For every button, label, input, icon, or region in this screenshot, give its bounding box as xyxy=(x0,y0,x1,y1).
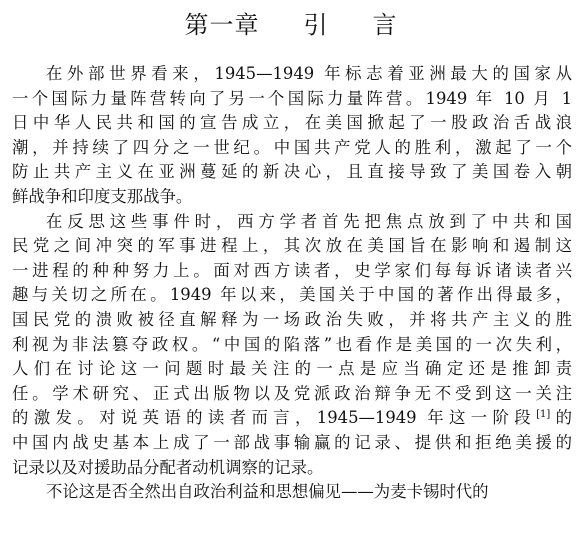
paragraph-2-line-6: 利视为非法篡夺政权。“中国的陷落”也看作是美国的一次失利， xyxy=(12,334,572,354)
chapter-body xyxy=(12,62,572,505)
paragraph-2-line-10: 中国内战史基本上成了一部战事输赢的记录、提供和拒绝美援的 xyxy=(12,432,572,452)
paragraph-1-line-6: 鲜战争和印度支那战争。 xyxy=(12,186,193,206)
paragraph-2-line-3: 一进程的种种努力上。面对西方读者，史学家们每每诉诸读者兴 xyxy=(12,260,572,280)
paragraph-1-line-1: 在外部世界看来，1945—1949 年标志着亚洲最大的国家从 xyxy=(46,64,572,83)
chapter-heading xyxy=(0,4,582,40)
paragraph-3-line-1: 不论这是否全然出自政治利益和思想偏见——为麦卡锡时代的 xyxy=(46,482,489,502)
footnote-reference[interactable]: [1] xyxy=(536,409,551,421)
paragraph-2-line-2: 民党之间冲突的军事进程上，其次放在美国旨在影响和遏制这 xyxy=(12,236,572,256)
paragraph-2-line-4: 趣与关切之所在。1949 年以来，美国关于中国的著作出得最多， xyxy=(12,285,572,305)
chapter-title-char-1: 引 xyxy=(303,10,329,39)
paragraph-2-line-9 xyxy=(12,406,572,431)
paragraph-1-line-5: 防止共产主义在亚洲蔓延的新决心，且直接导致了美国卷入朝 xyxy=(12,162,572,182)
chapter-number: 第一章 xyxy=(184,10,260,39)
paragraph-2-line-7: 人们在讨论这一问题时最关注的一点是应当确定还是推卸责 xyxy=(12,359,572,379)
paragraph-2-line-9-tail: 的 xyxy=(550,408,572,428)
paragraph-2-line-8: 任。学术研究、正式出版物以及党派政治辩争无不受到这一关注 xyxy=(12,383,572,403)
paragraph-1-line-2: 一个国际力量阵营转向了另一个国际力量阵营。1949 年 10 月 1 xyxy=(12,88,572,108)
chapter-title-char-2: 言 xyxy=(372,10,398,39)
paragraph-1-line-4: 潮，并持续了四分之一世纪。中国共产党人的胜利，激起了一个 xyxy=(12,137,572,157)
paragraph-2-line-1: 在反思这些事件时，西方学者首先把焦点放到了中共和国 xyxy=(46,211,572,231)
paragraph-2-line-11: 记录以及对援助品分配者动机调察的记录。 xyxy=(12,457,324,477)
paragraph-2-line-9-text: 的激发。对说英语的读者而言，1945—1949 年这一阶段 xyxy=(12,408,537,428)
paragraph-1-line-3: 日中华人民共和国的宣告成立，在美国掀起了一股政治舌战浪 xyxy=(12,113,572,133)
paragraph-2-line-5: 国民党的溃败被径直解释为一场政治失败，并将共产主义的胜 xyxy=(12,309,572,329)
